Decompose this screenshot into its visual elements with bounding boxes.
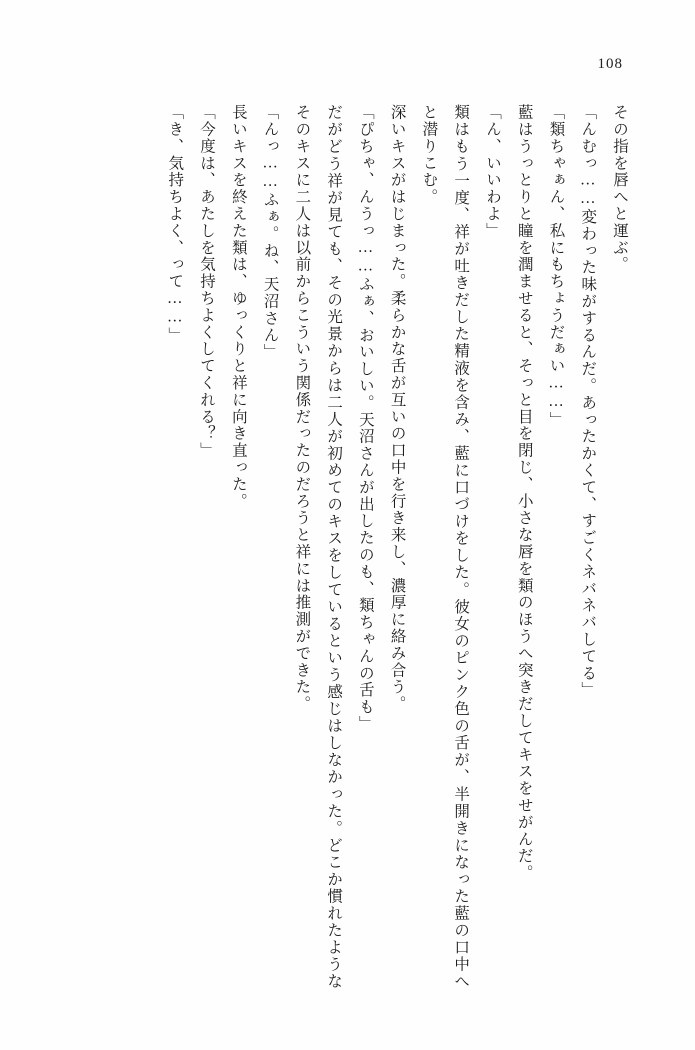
- paragraph: 「ん、いいわよ」: [483, 104, 501, 240]
- paragraph: 類はもう一度、祥が吐きだした精液を含み、藍に口づけをした。彼女のピンク色の舌が、半開きになった藍の口中へと潜りこむ。: [420, 104, 470, 990]
- paragraph: 「んっ……ふぁ。ね、天沼さん」: [261, 104, 279, 361]
- paragraph: 「今度は、あたしを気持ちよくしてくれる？」: [198, 104, 216, 459]
- paragraph: 長いキスを終えた類は、ゆっくりと祥に向き直った。: [229, 104, 247, 510]
- paragraph: その指を唇へと運ぶ。: [611, 104, 628, 273]
- page-body-text: [60, 104, 635, 990]
- paragraph: 「ぴちゃ、んうっ……ふぁ、おいしい。天沼さんが出したのも、類ちゃんの舌も」: [356, 104, 374, 733]
- paragraph: だがどう祥が見ても、その光景からは二人が初めてのキスをしているという感じはしなかった。どこか慣れたようなそのキスに二人は以前からこういう関係だったのだろうと祥には推測ができた。: [293, 104, 343, 990]
- paragraph: 藍はうっとりと瞳を潤ませると、そっと目を閉じ、小さな唇を類のほうへ突きだしてキスをせがんだ。: [515, 104, 533, 882]
- paragraph: 「き、気持ちよく、って……」: [166, 104, 184, 344]
- page-number: 108: [597, 56, 623, 72]
- paragraph: 深いキスがはじまった。柔らかな舌が互いの口中を行き来し、濃厚に絡み合う。: [388, 104, 406, 713]
- paragraph: 「んむっ……変わった味がするんだ。あったかくて、すごくネバネバしてる」: [579, 104, 597, 699]
- paragraph: 「類ちゃぁん、私にもちょうだぁい……」: [547, 104, 565, 429]
